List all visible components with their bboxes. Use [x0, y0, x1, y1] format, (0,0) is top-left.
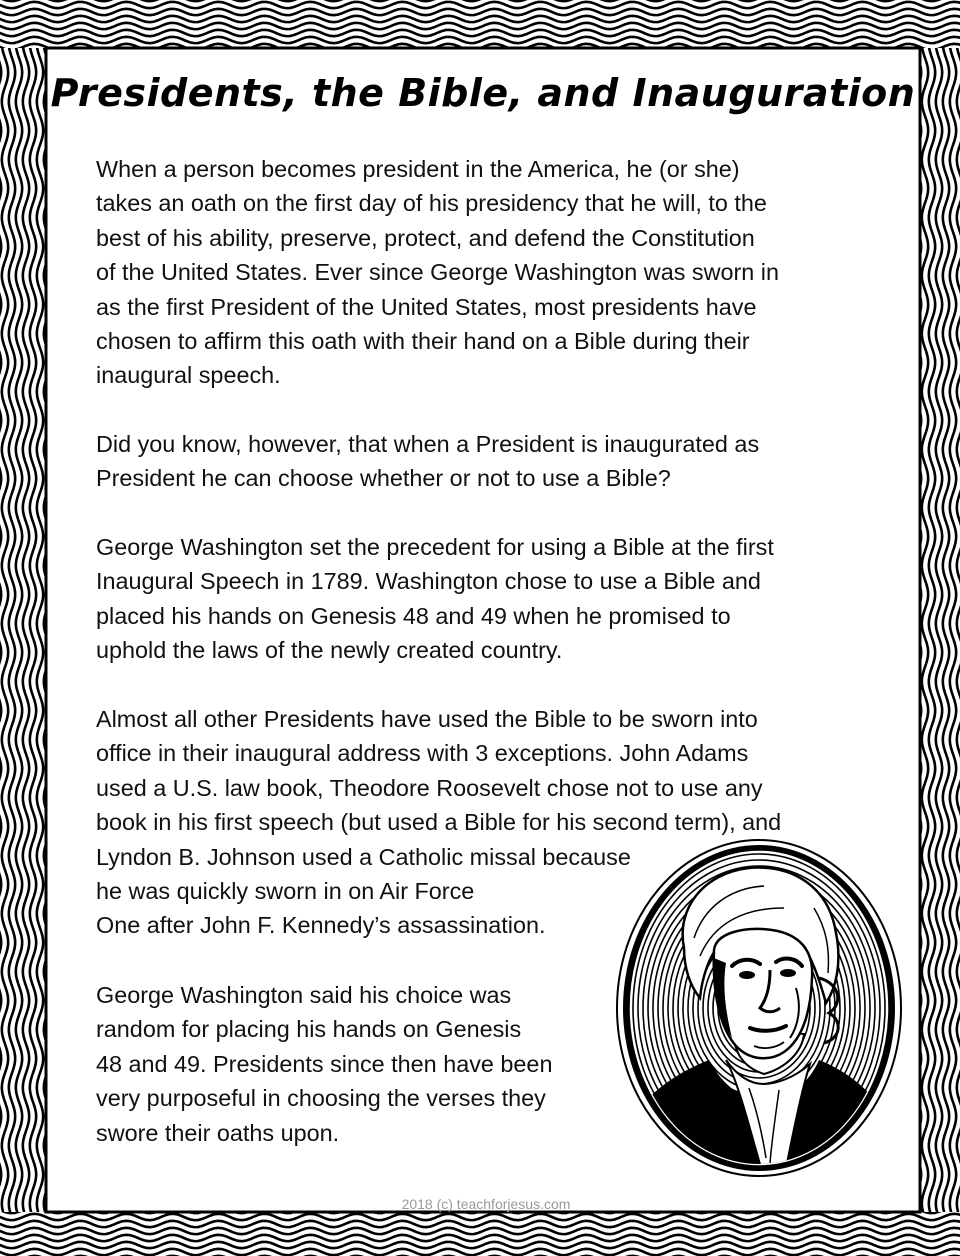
text-line: he was quickly sworn in on Air Force [96, 878, 475, 905]
text-line: very purposeful in choosing the verses they [96, 1085, 546, 1112]
text-line: President he can choose whether or not to use a Bible? [96, 465, 671, 492]
copyright-footer: 2018 (c) teachforjesus.com [401, 1196, 571, 1212]
page-title: Presidents, the Bible, and Inauguration [50, 71, 916, 115]
text-line: used a U.S. law book, Theodore Roosevelt chose not to use any [96, 774, 763, 801]
text-line: takes an oath on the first day of his presidency that he will, to the [96, 190, 767, 217]
text-line: chosen to affirm this oath with their hand on a Bible during their [96, 328, 750, 355]
text-line: office in their inaugural address with 3 exceptions. John Adams [96, 740, 749, 767]
text-line: Lyndon B. Johnson used a Catholic missal because [96, 843, 631, 870]
text-line: George Washington set the precedent for using a Bible at the first [96, 534, 774, 560]
text-line: book in his first speech (but used a Bible for his second term), and [96, 809, 782, 836]
text-line: of the United States. Ever since George Washington was sworn in [96, 259, 779, 286]
paragraph-genesis-choice [96, 978, 636, 1150]
content-area [46, 48, 920, 1212]
text-line: random for placing his hands on Genesis [96, 1016, 522, 1043]
text-line: as the first President of the United States, most presidents have [96, 293, 757, 320]
text-line: 48 and 49. Presidents since then have been [96, 1050, 553, 1077]
text-line: Did you know, however, that when a President is inaugurated as [96, 431, 760, 457]
paragraph-washington-precedent [96, 530, 876, 668]
george-washington-portrait-icon [614, 838, 904, 1178]
text-line: inaugural speech. [96, 362, 281, 389]
text-line: When a person becomes president in the America, he (or she) [96, 156, 740, 182]
paragraph-oath [96, 152, 876, 393]
text-line: placed his hands on Genesis 48 and 49 when he promised to [96, 602, 731, 629]
paragraph-question [96, 427, 876, 496]
text-line: Almost all other Presidents have used the Bible to be sworn into [96, 706, 758, 732]
text-line: swore their oaths upon. [96, 1119, 340, 1146]
text-line: Inaugural Speech in 1789. Washington chose to use a Bible and [96, 568, 761, 595]
text-line: George Washington said his choice was [96, 982, 512, 1008]
text-line: One after John F. Kennedy’s assassination. [96, 912, 546, 939]
text-line: uphold the laws of the newly created country. [96, 637, 563, 664]
text-line: best of his ability, preserve, protect, and defend the Constitution [96, 224, 755, 251]
